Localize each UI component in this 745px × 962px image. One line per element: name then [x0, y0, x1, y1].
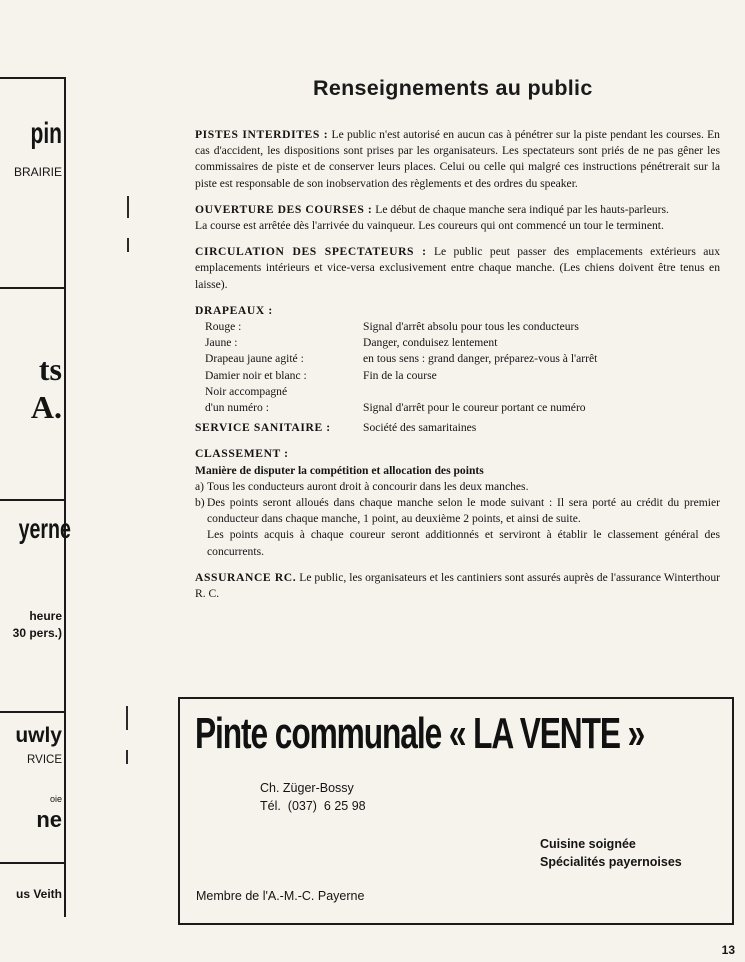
left-text-veith: us Veith [15, 887, 62, 901]
flag-meaning: Danger, conduisez lentement [363, 336, 498, 350]
flag-name: Drapeau jaune agité : [205, 352, 304, 366]
page-number: 13 [721, 943, 735, 957]
section-text: Le public peut passer des emplacements extérieurs aux emplacements intérieurs et vice-versa exclusivement entre chaque manche. (Les chiens doivent être tenus en laisse). [195, 245, 720, 291]
section-text: Le public n'est autorisé en aucun cas à pénétrer sur la piste pendant les courses. En cas d'accident, les dispositions sont prises par les organisateurs. Les spectateurs sont priés de ne pas gêner les commissaires de piste et de conserver leurs places. Celui ou celle qui malgré ces instructions pénétrerait sur la piste est responsable de son inobservation des règlements et des ordres du speaker. [195, 128, 720, 190]
binding-mark [127, 196, 129, 218]
left-text-pers: 30 pers.) [12, 626, 62, 640]
flag-meaning: en tous sens : grand danger, préparez-vous à l'arrêt [363, 352, 598, 366]
flag-row [195, 351, 720, 367]
left-text-rvice: RVICE [27, 754, 62, 766]
ad-tagline: Spécialités payernoises [540, 855, 682, 869]
left-text-heure: heure [29, 609, 62, 623]
section-title: DRAPEAUX : [195, 303, 273, 317]
flag-row [195, 319, 720, 335]
flag-name: Damier noir et blanc : [205, 368, 307, 382]
left-text-a: A. [30, 389, 62, 425]
left-text-ts: ts [38, 351, 62, 387]
ad-box [178, 697, 734, 925]
left-text-oie: oie [49, 794, 62, 804]
section-text: Société des samaritaines [363, 421, 477, 435]
flag-row [195, 335, 720, 351]
flag-name: Rouge : [205, 320, 242, 334]
flag-name: Noir accompagné [205, 384, 288, 398]
left-rule [0, 499, 64, 501]
ad-phone: Tél. (037) 6 25 98 [260, 799, 366, 813]
flag-row [195, 384, 720, 400]
section-title: SERVICE SANITAIRE : [195, 421, 331, 435]
list-text: Des points seront alloués dans chaque manche selon le mode suivant : Il sera porté au crédit du premier conducteur dans chaque manche, 1 point, au deuxième 2 points, et ainsi de suite. [207, 496, 720, 526]
list-item [195, 479, 720, 495]
flag-name: Jaune : [205, 336, 238, 350]
section-title: PISTES INTERDITES : [195, 128, 329, 141]
ad-title: Pinte communale « LA VENTE » [195, 709, 645, 758]
list-item [195, 527, 720, 559]
flag-row [195, 368, 720, 384]
ad-member: Membre de l'A.-M.-C. Payerne [196, 889, 365, 903]
list-item [195, 495, 720, 527]
section-pistes [195, 127, 720, 192]
flag-meaning: Signal d'arrêt pour le coureur portant ce numéro [363, 401, 586, 415]
ad-owner: Ch. Züger-Bossy [260, 781, 354, 795]
list-marker [195, 527, 207, 559]
section-classement [195, 446, 720, 559]
section-drapeaux [195, 303, 720, 416]
left-text-librairie: BRAIRIE [13, 165, 62, 179]
left-text-ne: ne [36, 807, 62, 832]
section-sanitaire [195, 420, 720, 436]
ad-tagline: Cuisine soignée [540, 837, 636, 851]
section-title: CLASSEMENT : [195, 447, 289, 461]
left-page-edge [0, 77, 71, 917]
list-text: Tous les conducteurs auront droit à concourir dans les deux manches. [207, 479, 529, 493]
section-subtitle: Manière de disputer la compétition et allocation des points [195, 463, 484, 477]
section-title: ASSURANCE RC. [195, 570, 297, 584]
flag-meaning: Signal d'arrêt absolu pour tous les conducteurs [363, 320, 579, 334]
list-text: Les points acquis à chaque coureur seront additionnés et serviront à établir le classement général des concurrents. [207, 528, 720, 558]
binding-mark [126, 706, 128, 730]
binding-mark [127, 238, 129, 252]
left-rule [0, 862, 64, 864]
left-text-uwly: uwly [15, 724, 62, 747]
section-title: OUVERTURE DES COURSES : [195, 202, 373, 216]
section-text: Le début de chaque manche sera indiqué par les hauts-parleurs. [375, 202, 669, 216]
section-title: CIRCULATION DES SPECTATEURS : [195, 245, 427, 259]
flag-name: d'un numéro : [205, 401, 269, 415]
left-rule [0, 711, 64, 713]
left-text-pin: pin [30, 117, 62, 150]
page-title: Renseignements au public [313, 76, 593, 100]
flag-meaning [363, 384, 720, 400]
list-marker: a) [195, 479, 205, 493]
flag-row [195, 400, 720, 416]
section-circulation [195, 244, 720, 293]
binding-mark [126, 750, 128, 764]
section-assurance [195, 570, 720, 602]
flag-meaning: Fin de la course [363, 368, 437, 382]
section-ouverture-2: La course est arrêtée dès l'arrivée du vainqueur. Les coureurs qui ont commencé un tour le terminent. [195, 219, 664, 233]
info-content [195, 127, 720, 612]
left-text-payerne: yerne [18, 513, 71, 544]
list-marker: b) [195, 496, 205, 510]
section-text: Le public, les organisateurs et les cantiniers sont assurés auprès de l'assurance Winterthour R. C. [195, 570, 720, 601]
section-ouverture [195, 202, 720, 218]
left-rule [0, 287, 64, 289]
